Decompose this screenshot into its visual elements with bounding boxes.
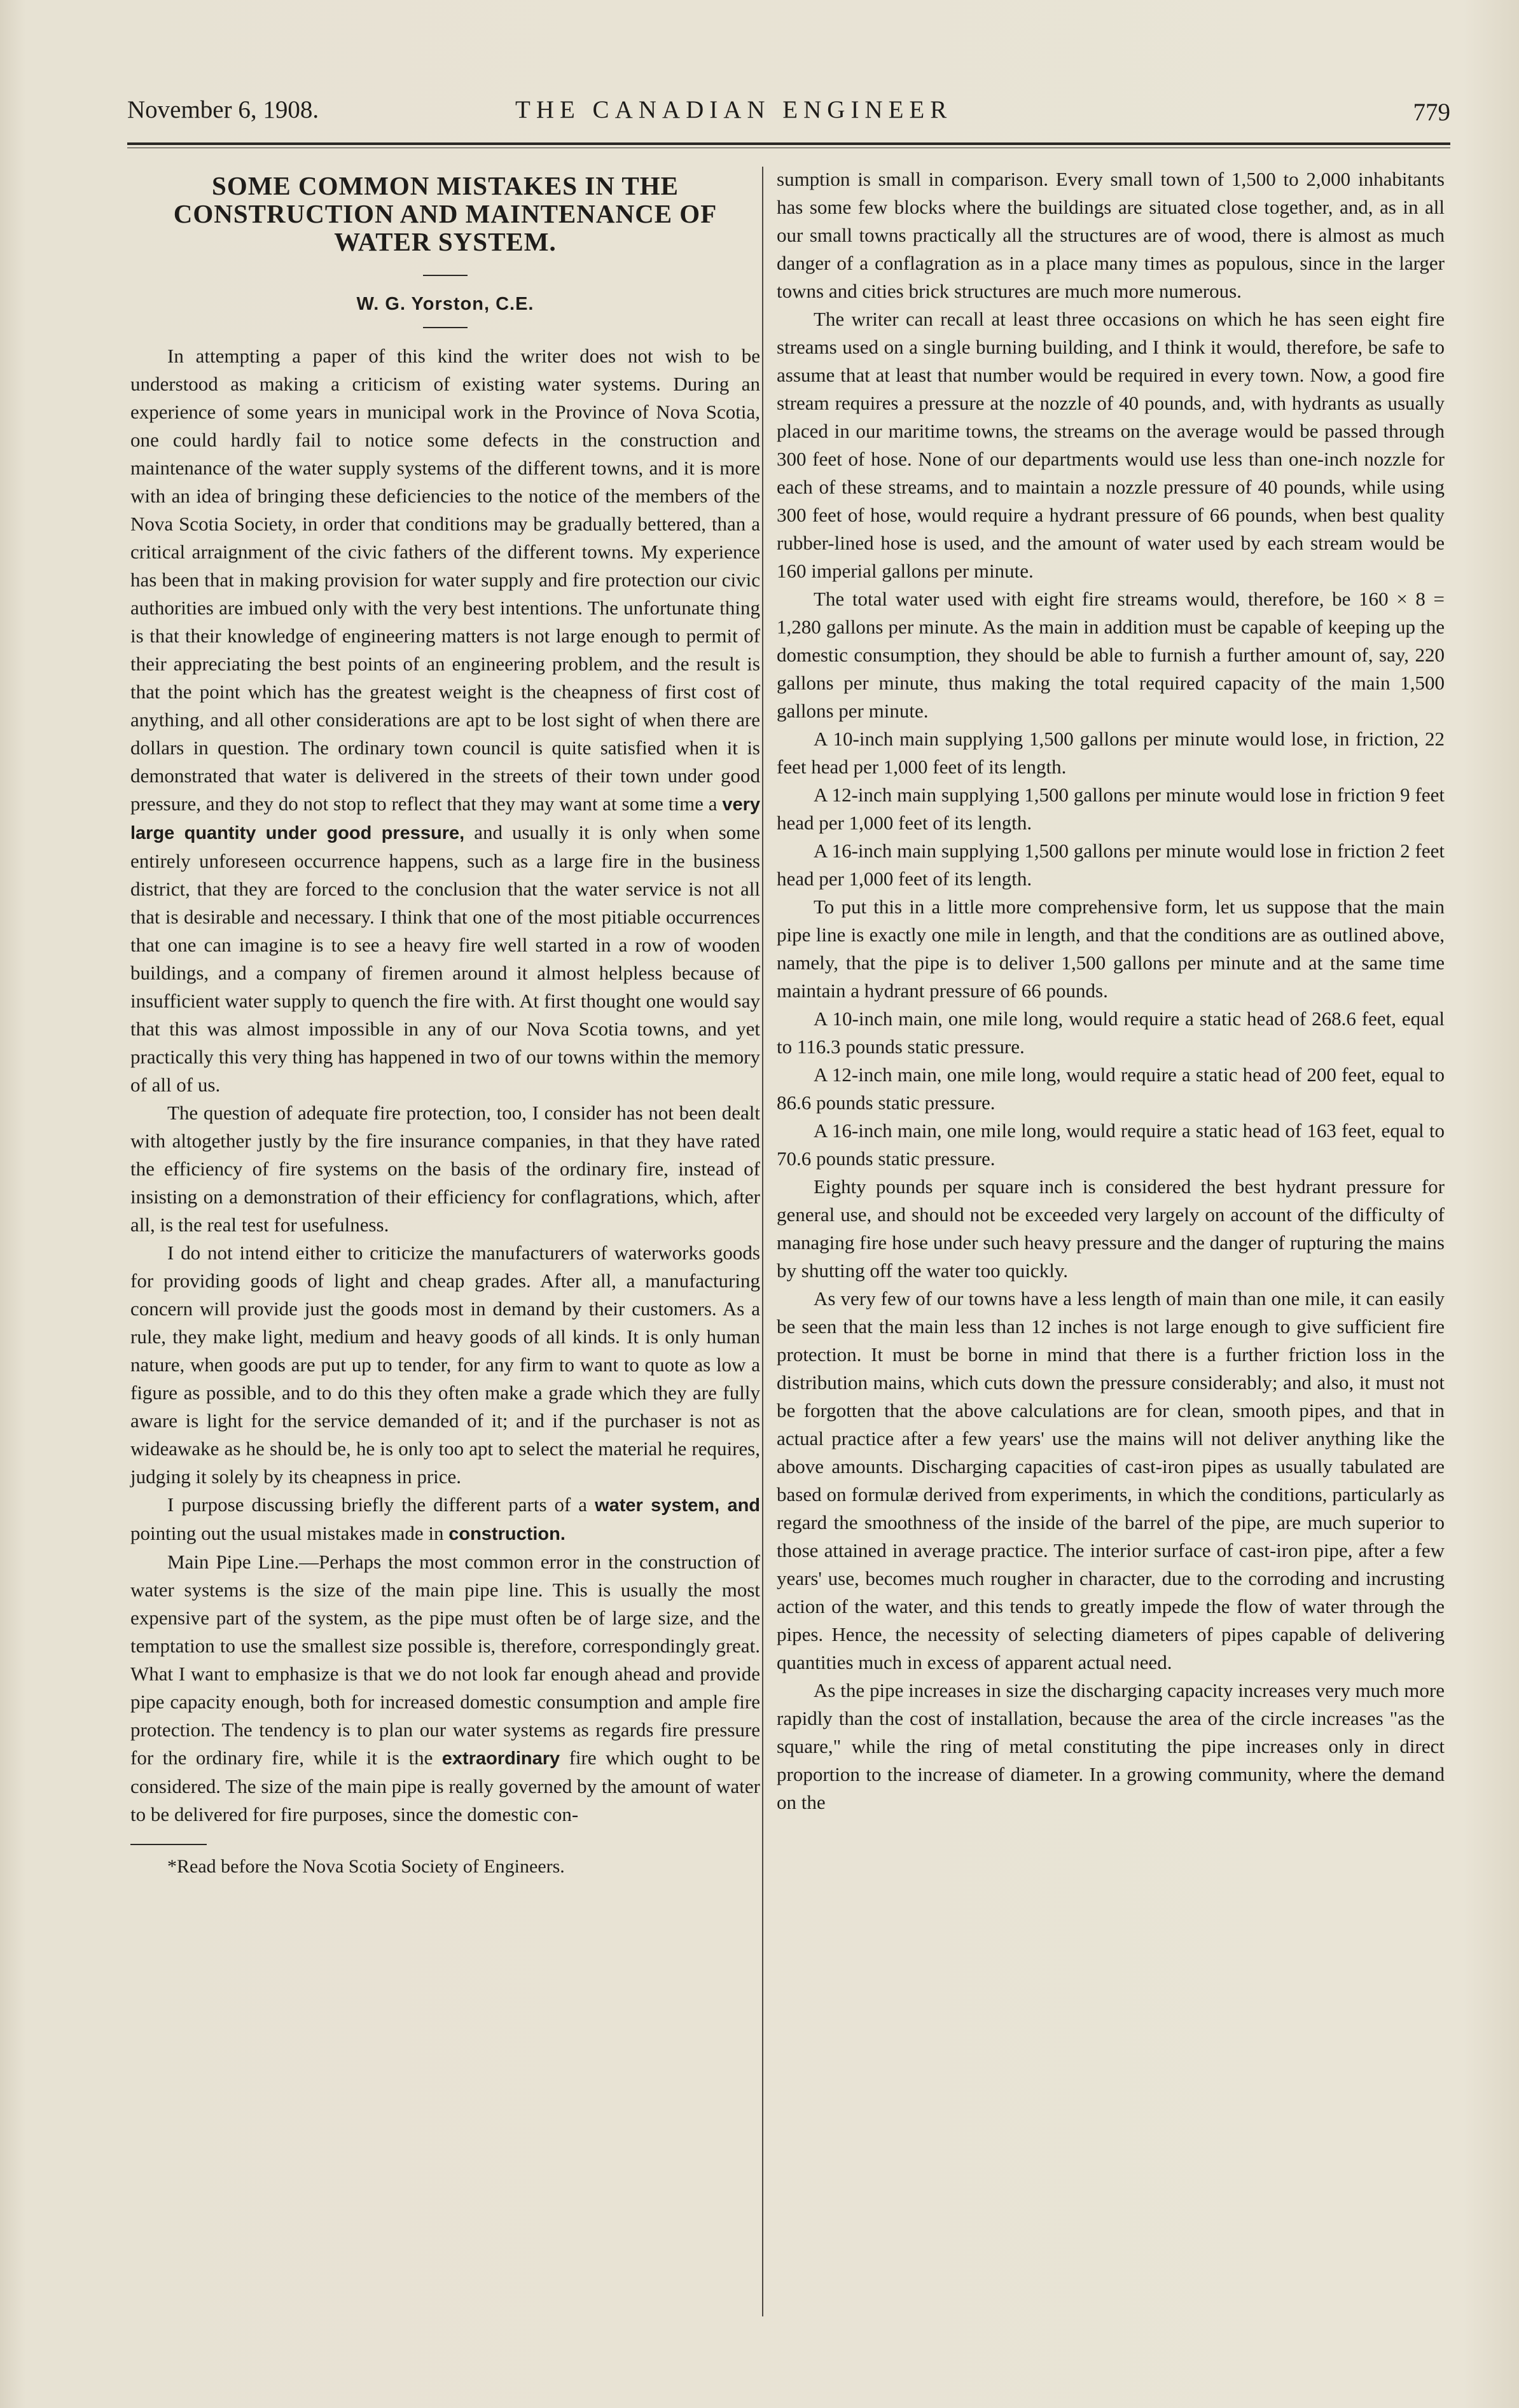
paragraph: sumption is small in comparison. Every small town of 1,500 to 2,000 inhabitants has some few blocks where the buildings are situated close together, and, as in all our small towns practically all the structures are of wood, there is almost as much danger of a conflagration as in a place many times as populous, since in the larger towns and cities brick structures are much more numerous. (777, 168, 1445, 302)
issue-date: November 6, 1908. (127, 96, 319, 123)
paragraph: The writer can recall at least three occasions on which he has seen eight fire streams used on a single burning building, and I think it would, therefore, be safe to assume that at least that number would be required in every town. Now, a good fire stream requires a pressure at the nozzle of 40 pounds, and, with hydrants as usually placed in our maritime towns, the streams on the average would be passed through 300 feet of hose. None of our departments would use less than one-inch nozzle for each of these streams, and to maintain a nozzle pressure of 40 pounds, while using 300 feet of hose, would require a hydrant pressure of 66 pounds, when best quality rubber-lined hose is used, and the amount of water used by each stream would be 160 imperial gallons per minute. (777, 308, 1445, 582)
paragraph: In attempting a paper of this kind the writer does not wish to be understood as making a criticism of existing water systems. During an experience of some years in municipal work in the Province of Nova Scotia, one could hardly fail to notice some defects in the construction and maintenance of the water supply systems of the different towns, and it is more with an idea of bringing these deficiencies to the notice of the members of the Nova Scotia Society, in order that conditions may be gradually bettered, than a critical arraignment of the civic fathers of the different towns. My experience has been that in making provision for water supply and fire protection our civic authorities are imbued only with the very best intentions. The unfortunate thing is that their knowledge of engineering matters is not large enough to permit of their appreciating the best points of an engineering problem, and the result is that the point which has the greatest weight is the cheapness of first cost of anything, and all other considerations are apt to be lost sight of when there are dollars in question. The ordinary town council is quite satisfied when it is demonstrated that water is delivered in the streets of their town under good pressure, and they do not stop to reflect that they may want at some time a very large quantity under good pressure, and usually it is only when some entirely unforeseen occurrence happens, such as a large fire in the business district, that they are forced to the conclusion that the water service is not all that is desirable and necessary. I think that one of the most pitiable occurrences that one can imagine is to see a heavy fire well started in a row of wooden buildings, and a company of firemen around it almost helpless because of insufficient water supply to quench the fire with. At first thought one would say that this was almost impossible in any of our Nova Scotia towns, and yet practically this very thing has happened in two of our towns within the memory of all of us. (130, 345, 761, 1096)
left-column (130, 165, 760, 1881)
paragraph: Main Pipe Line.—Perhaps the most common error in the construction of water systems is the size of the main pipe line. This is usually the most expensive part of the system, as the pipe must often be of large size, and the temptation to use the smallest size possible is, therefore, correspondingly great. What I want to emphasize is that we do not look far enough ahead and provide pipe capacity enough, both for increased domestic consumption and ample fire protection. The tendency is to plan our water systems as regards fire pressure for the ordinary fire, while it is the extraordinary fire which ought to be considered. The size of the main pipe is really governed by the amount of water to be delivered for fire purposes, since the domestic con- (130, 1551, 761, 1825)
paragraph: Eighty pounds per square inch is considered the best hydrant pressure for general use, and should not be exceeded very largely on account of the difficulty of managing fire hose under such heavy pressure and the danger of rupturing the mains by shutting off the water too quickly. (777, 1175, 1445, 1282)
page-number: 779 (1413, 99, 1450, 126)
paragraph: As very few of our towns have a less length of main than one mile, it can easily be seen that the main less than 12 inches is not large enough to give sufficient fire protection. It must be borne in mind that there is a further friction loss in the distribution mains, which cuts down the pressure considerably; and also, it must not be forgotten that the above calculations are for clean, smooth pipes, and that in actual practice after a few years' use the mains will not deliver anything like the above amounts. Discharging capacities of cast-iron pipes as usually tabulated are based on formulæ derived from experiments, in which the conditions, particularly as regard the smoothness of the inside of the barrel of the pipe, are much superior to those attained in average practice. The interior surface of cast-iron pipe, after a few years' use, becomes much rougher in character, due to the corroding and incrusting action of the water, and this tends to greatly impede the flow of water through the pipes. Hence, the necessity of selecting diameters of pipes capable of delivering quantities much in excess of apparent actual need. (777, 1287, 1445, 1673)
column-divider (762, 167, 763, 2316)
paragraph: A 16-inch main, one mile long, would require a static head of 163 feet, equal to 70.6 pounds static pressure. (777, 1119, 1445, 1170)
bold-phrase: extraordinary (441, 1748, 560, 1769)
header-rule-thick (127, 142, 1450, 145)
footnote-rule (130, 1844, 207, 1845)
paragraph: A 12-inch main supplying 1,500 gallons per minute would lose in friction 9 feet head per 1,000 feet of its length. (777, 784, 1445, 834)
title-rule (423, 275, 468, 276)
right-column (777, 165, 1445, 1816)
paragraph: A 10-inch main supplying 1,500 gallons per minute would lose, in friction, 22 feet head per 1,000 feet of its length. (777, 728, 1445, 778)
bold-phrase: construction. (448, 1524, 565, 1544)
article-title: SOME COMMON MISTAKES IN THE CONSTRUCTION AND MAINTENANCE OF WATER SYSTEM. (173, 171, 718, 256)
paragraph: I do not intend either to criticize the manufacturers of waterworks goods for providing goods of light and cheap grades. After all, a manufacturing concern will provide just the goods most in demand by their customers. As a rule, they make light, medium and heavy goods of all kinds. It is only human nature, when goods are put up to tender, for any firm to want to quote as low a figure as possible, and to do this they often make a grade which they are fully aware is light for the service demanded of it; and if the purchaser is not as wideawake as he should be, he is only too apt to select the material he requires, judging it solely by its cheapness in price. (130, 1242, 760, 1488)
paragraph: A 12-inch main, one mile long, would require a static head of 200 feet, equal to 86.6 pounds static pressure. (777, 1063, 1445, 1114)
bold-phrase: water system, and (595, 1495, 761, 1516)
paragraph: To put this in a little more comprehensive form, let us suppose that the main pipe line is exactly one mile in length, and that the conditions are as outlined above, namely, that the pipe is to deliver 1,500 gallons per minute and at the same time maintain a hydrant pressure of 66 pounds. (777, 896, 1445, 1002)
journal-title: THE CANADIAN ENGINEER (515, 96, 953, 123)
bold-phrase: very large quantity under good pressure, (130, 794, 760, 843)
footnote: *Read before the Nova Scotia Society of Engineers. (167, 1856, 565, 1877)
paragraph: As the pipe increases in size the discharging capacity increases very much more rapidly than the cost of installation, because the area of the circle increases "as the square," while the ring of metal constituting the pipe increases only in direct proportion to the increase of diameter. In a growing community, where the demand on the (777, 1679, 1445, 1813)
paragraph: A 16-inch main supplying 1,500 gallons per minute would lose in friction 2 feet head per 1,000 feet of its length. (777, 840, 1445, 890)
author-rule (423, 327, 468, 328)
paragraph: I purpose discussing briefly the different parts of a water system, and pointing out the usual mistakes made in construction. (130, 1493, 761, 1544)
paragraph: A 10-inch main, one mile long, would require a static head of 268.6 feet, equal to 116.3 pounds static pressure. (777, 1007, 1445, 1058)
running-header (127, 95, 1450, 134)
article-author: W. G. Yorston, C.E. (356, 294, 534, 314)
paragraph: The question of adequate fire protection, too, I consider has not been dealt with altogether justly by the fire insurance companies, in that they have rated the efficiency of fire systems on the basis of the ordinary fire, instead of insisting on a demonstration of their efficiency for conflagrations, which, after all, is the real test for usefulness. (130, 1102, 760, 1236)
paragraph: The total water used with eight fire streams would, therefore, be 160 × 8 = 1,280 gallons per minute. As the main in addition must be capable of keeping up the domestic consumption, they should be able to furnish a further amount of, say, 220 gallons per minute, thus making the total required capacity of the main 1,500 gallons per minute. (777, 588, 1445, 722)
